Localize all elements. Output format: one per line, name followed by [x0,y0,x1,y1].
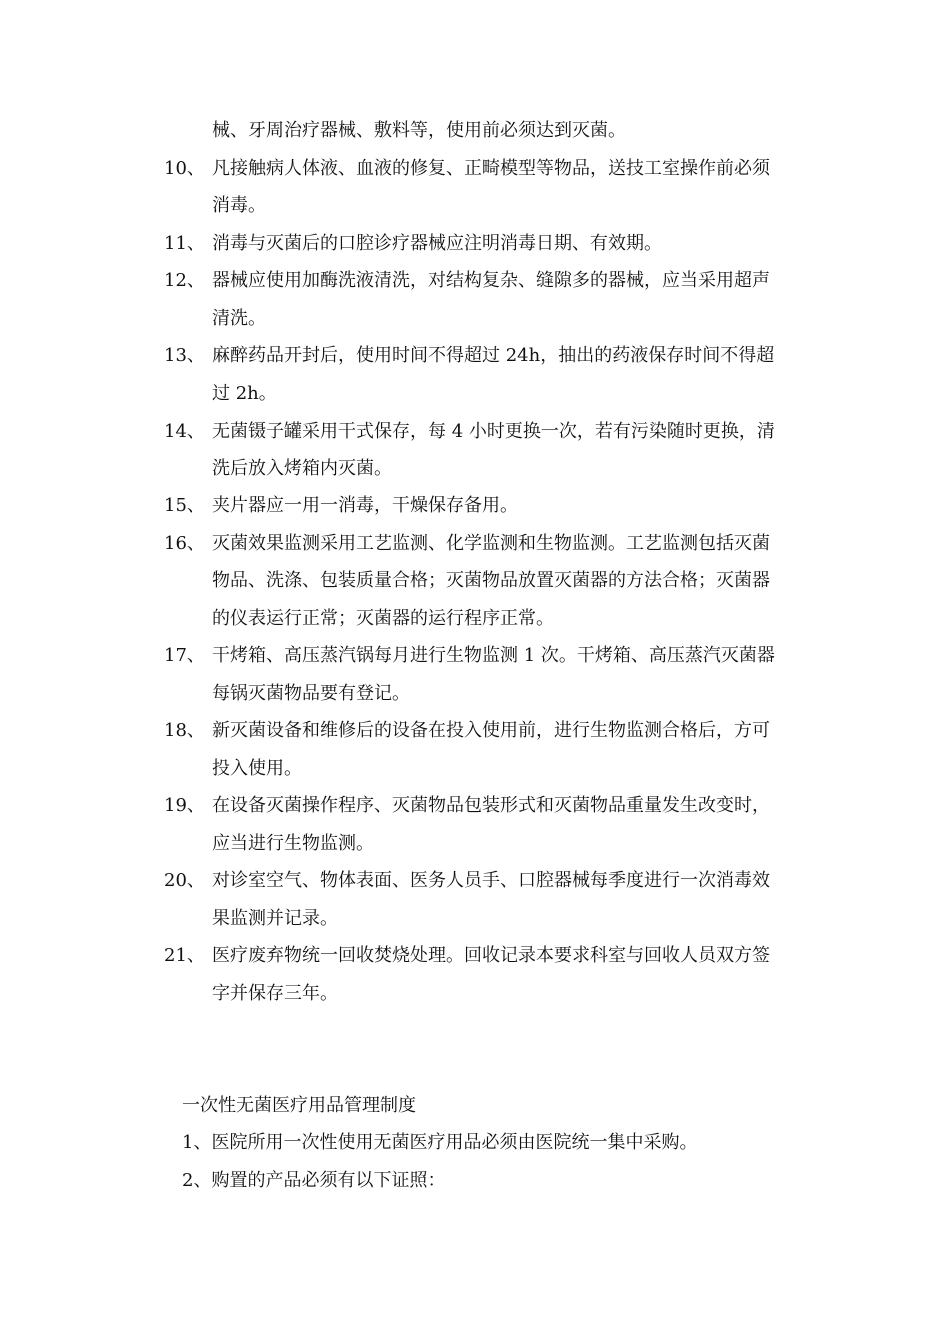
item-number-15: 15、 [164,495,205,516]
item-number-19: 19、 [164,795,205,816]
item-17-line-2: 每锅灭菌物品要有登记。 [212,683,410,704]
item-21-line-2: 字并保存三年。 [212,983,338,1004]
continuation-line: 械、牙周治疗器械、敷料等，使用前必须达到灭菌。 [212,120,626,141]
item-20-line-2: 果监测并记录。 [212,908,338,929]
item-18-line-2: 投入使用。 [212,758,302,779]
item-number-14: 14、 [164,421,205,442]
item-number-12: 12、 [164,270,205,291]
item-14-line-1: 无菌镊子罐采用干式保存，每 4 小时更换一次，若有污染随时更换，清 [212,421,775,442]
item-16-line-3: 的仪表运行正常；灭菌器的运行程序正常。 [212,608,554,629]
item-number-16: 16、 [164,533,205,554]
item-17-line-1: 干烤箱、高压蒸汽锅每月进行生物监测 1 次。干烤箱、高压蒸汽灭菌器 [212,645,775,666]
item-16-line-2: 物品、洗涤、包装质量合格；灭菌物品放置灭菌器的方法合格；灭菌器 [212,570,770,591]
section-title: 一次性无菌医疗用品管理制度 [182,1095,416,1116]
item-16-line-1: 灭菌效果监测采用工艺监测、化学监测和生物监测。工艺监测包括灭菌 [212,533,770,554]
item-19-line-1: 在设备灭菌操作程序、灭菌物品包装形式和灭菌物品重量发生改变时， [212,795,770,816]
item-11-line-1: 消毒与灭菌后的口腔诊疗器械应注明消毒日期、有效期。 [212,233,662,254]
section-item-2: 2、购置的产品必须有以下证照： [182,1170,446,1191]
item-number-20: 20、 [164,870,205,891]
section-item-1: 1、医院所用一次性使用无菌医疗用品必须由医院统一集中采购。 [182,1132,698,1153]
item-10-line-1: 凡接触病人体液、血液的修复、正畸模型等物品，送技工室操作前必须 [212,158,770,179]
item-15-line-1: 夹片器应一用一消毒，干燥保存备用。 [212,495,518,516]
item-number-18: 18、 [164,720,205,741]
item-13-line-1: 麻醉药品开封后，使用时间不得超过 24h，抽出的药液保存时间不得超 [212,345,775,366]
item-21-line-1: 医疗废弃物统一回收焚烧处理。回收记录本要求科室与回收人员双方签 [212,945,770,966]
item-number-17: 17、 [164,645,205,666]
item-14-line-2: 洗后放入烤箱内灭菌。 [212,458,392,479]
item-number-11: 11、 [164,233,205,254]
item-19-line-2: 应当进行生物监测。 [212,833,374,854]
item-number-21: 21、 [164,945,205,966]
item-10-line-2: 消毒。 [212,195,266,216]
item-13-line-2: 过 2h。 [212,383,277,404]
item-12-line-2: 清洗。 [212,308,266,329]
item-18-line-1: 新灭菌设备和维修后的设备在投入使用前，进行生物监测合格后，方可 [212,720,770,741]
item-12-line-1: 器械应使用加酶洗液清洗，对结构复杂、缝隙多的器械，应当采用超声 [212,270,770,291]
item-number-13: 13、 [164,345,205,366]
item-number-10: 10、 [164,158,205,179]
item-20-line-1: 对诊室空气、物体表面、医务人员手、口腔器械每季度进行一次消毒效 [212,870,770,891]
